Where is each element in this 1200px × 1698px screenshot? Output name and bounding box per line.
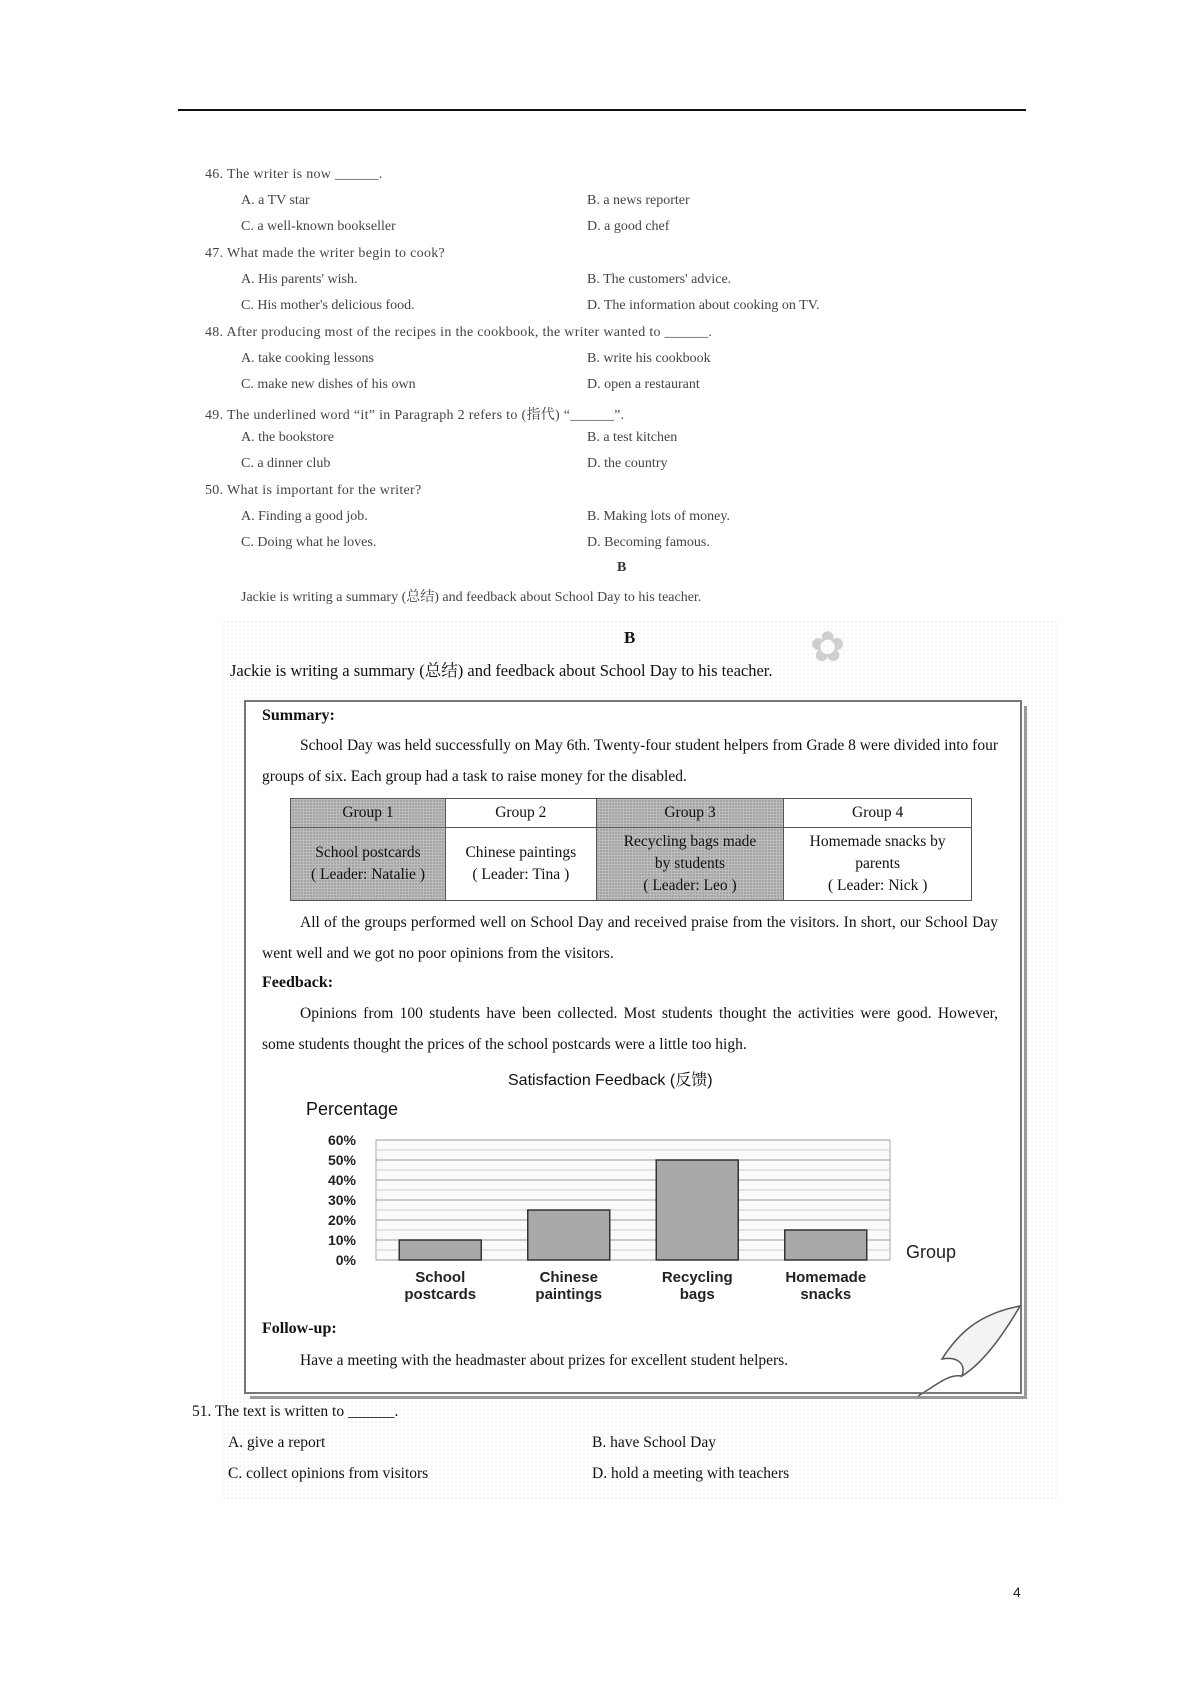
followup-title: Follow-up: — [262, 1320, 337, 1337]
header-rule — [178, 109, 1026, 111]
x-tick-label: Chinese — [539, 1269, 598, 1286]
x-axis-label: Group — [906, 1242, 957, 1262]
table-cell: Group 3 — [596, 799, 784, 828]
option-b: B. a news reporter — [587, 193, 690, 208]
option-a: A. the bookstore — [241, 430, 334, 445]
option-c: C. a dinner club — [241, 456, 331, 471]
question-stem: 47. What made the writer begin to cook? — [205, 246, 446, 261]
page-number: 4 — [1013, 1584, 1021, 1600]
option-c: C. Doing what he loves. — [241, 535, 377, 550]
satisfaction-bar-chart — [300, 1130, 980, 1315]
chart-y-axis-label: Percentage — [306, 1099, 399, 1119]
table-row — [291, 828, 972, 901]
bar — [528, 1210, 610, 1260]
feedback-title: Feedback: — [262, 974, 334, 991]
option-d: D. The information about cooking on TV. — [587, 298, 820, 313]
x-tick-label: Homemade — [785, 1269, 867, 1286]
table-cell: Group 1 — [291, 799, 446, 828]
option-c: C. His mother's delicious food. — [241, 298, 415, 313]
table-cell: Homemade snacks by parents ( Leader: Nick ) — [784, 828, 972, 901]
option-a: A. a TV star — [241, 193, 310, 208]
question-stem: 46. The writer is now ______. — [205, 167, 383, 182]
table-header-row — [291, 799, 972, 828]
x-tick-label: postcards — [404, 1286, 477, 1303]
y-tick-label: 0% — [335, 1252, 356, 1268]
table-cell: Recycling bags made by students ( Leader: Leo ) — [596, 828, 784, 901]
x-tick-label: bags — [679, 1286, 715, 1303]
chart-title: Satisfaction Feedback (反馈) — [508, 1072, 713, 1089]
bar — [656, 1160, 738, 1260]
section-letter-small: B — [617, 560, 627, 575]
option-a: A. His parents' wish. — [241, 272, 358, 287]
question-stem: 51. The text is written to ______. — [192, 1403, 399, 1420]
decorative-watermark: ✿ — [810, 622, 846, 671]
option-d: D. open a restaurant — [587, 377, 700, 392]
table-cell: School postcards ( Leader: Natalie ) — [291, 828, 446, 901]
y-tick-label: 40% — [327, 1172, 356, 1188]
table-cell: Chinese paintings ( Leader: Tina ) — [445, 828, 596, 901]
y-tick-label: 10% — [327, 1232, 356, 1248]
option-b: B. a test kitchen — [587, 430, 678, 445]
table-cell: Group 2 — [445, 799, 596, 828]
option-b: B. Making lots of money. — [587, 509, 730, 524]
option-b: B. write his cookbook — [587, 351, 711, 366]
table-cell: Group 4 — [784, 799, 972, 828]
option-d: D. Becoming famous. — [587, 535, 710, 550]
section-intro-small: Jackie is writing a summary (总结) and feedback about School Day to his teacher. — [241, 590, 702, 605]
option-d: D. a good chef — [587, 219, 670, 234]
bar — [785, 1230, 867, 1260]
x-tick-label: snacks — [800, 1286, 852, 1303]
groups-table — [290, 798, 972, 901]
section-intro: Jackie is writing a summary (总结) and feedback about School Day to his teacher. — [230, 661, 773, 680]
section-letter: B — [624, 628, 636, 647]
option-a: A. take cooking lessons — [241, 351, 374, 366]
y-tick-label: 60% — [327, 1132, 356, 1148]
question-stem: 49. The underlined word “it” in Paragraph 2 refers to (指代) “______”. — [205, 408, 625, 423]
option-b: B. have School Day — [592, 1434, 716, 1451]
option-b: B. The customers' advice. — [587, 272, 732, 287]
option-c: C. a well-known bookseller — [241, 219, 396, 234]
question-stem: 50. What is important for the writer? — [205, 483, 422, 498]
x-tick-label: School — [415, 1269, 466, 1286]
option-d: D. hold a meeting with teachers — [592, 1465, 790, 1482]
option-d: D. the country — [587, 456, 668, 471]
question-stem: 48. After producing most of the recipes in the cookbook, the writer wanted to ______. — [205, 325, 713, 340]
bar — [399, 1240, 481, 1260]
y-tick-label: 50% — [327, 1152, 356, 1168]
page-curl-icon — [918, 1304, 1028, 1404]
option-c: C. collect opinions from visitors — [228, 1465, 429, 1482]
option-a: A. Finding a good job. — [241, 509, 368, 524]
x-tick-label: Recycling — [661, 1269, 733, 1286]
summary-text-2: All of the groups performed well on School Day and received praise from the visitors. In short, our School Day went well and we got no poor opinions from the visitors. — [262, 914, 998, 962]
y-tick-label: 30% — [327, 1192, 356, 1208]
x-tick-label: paintings — [535, 1286, 603, 1303]
option-c: C. make new dishes of his own — [241, 377, 416, 392]
y-tick-label: 20% — [327, 1212, 356, 1228]
summary-text: School Day was held successfully on May 6th. Twenty-four student helpers from Grade 8 were divided into four groups of six. Each group had a task to raise money for the disabled. — [262, 737, 998, 785]
option-a: A. give a report — [228, 1434, 326, 1451]
summary-title: Summary: — [262, 707, 335, 724]
feedback-text: Opinions from 100 students have been collected. Most students thought the activities were good. However, some students thought the prices of the school postcards were a little too high. — [262, 1005, 998, 1053]
followup-text: Have a meeting with the headmaster about prizes for excellent student helpers. — [300, 1352, 789, 1369]
